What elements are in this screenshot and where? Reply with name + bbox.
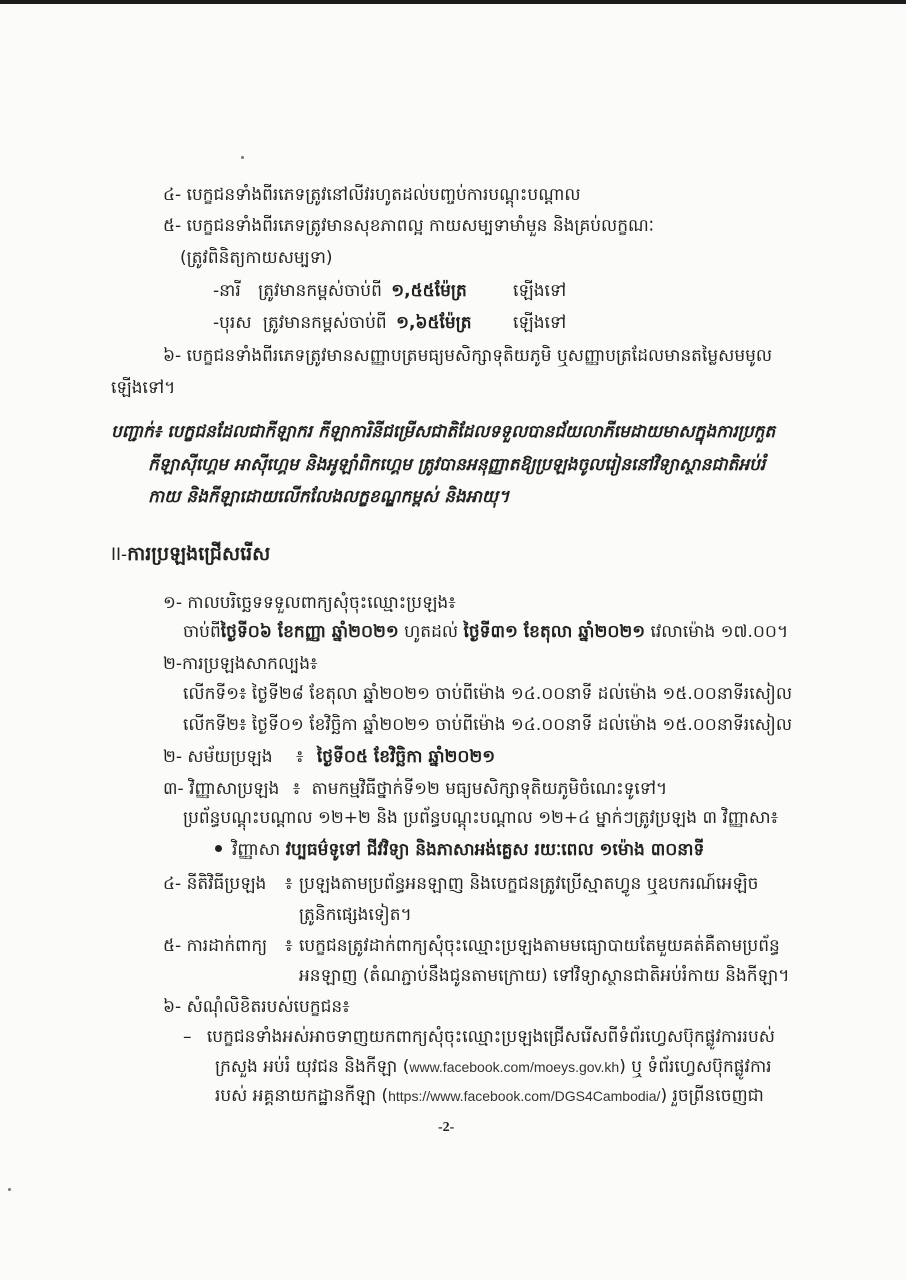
colon: ៖ (285, 874, 293, 894)
procedure-label: ៤- នីតិវិធីប្រឡង (163, 874, 267, 894)
page-number: -2- (438, 1120, 455, 1135)
requirement-6-cont: ឡើងទៅ។ (111, 378, 176, 398)
subject-prefix: វិញ្ញាសា (232, 840, 281, 860)
application-value: បេក្ខជនត្រូវដាក់ពាក្យសុំចុះឈ្មោះប្រឡងតាមមធ្យោបាយតែមួយគត់គឺតាមប្រព័ន្ធ (299, 936, 780, 956)
section-title: ការប្រឡងជ្រើសរើស (127, 543, 271, 565)
exam-session-row (163, 745, 495, 769)
documents-text-2: ក្រសួង អប់រំ យុវជន និងកីឡា ( (215, 1057, 410, 1077)
documents-text-1: បេក្ខជនទាំងអស់អាចទាញយកពាក្យសុំចុះឈ្មោះប្រឡងជ្រើសរើសពីទំព័រហ្វេសប៊ុកផ្លូវការរបស់ (206, 1027, 775, 1047)
note-line-3: កាយ និងកីឡាដោយលើកលែងលក្ខខណ្ឌកម្ពស់ និងអាយុ។ (148, 487, 510, 507)
male-label: -បុរស (213, 313, 252, 333)
section-heading (111, 542, 270, 567)
female-height: ១,៥៥ម៉ែត្រ (391, 281, 467, 301)
exam-session-label: ២- សម័យប្រឡង (163, 747, 273, 767)
male-up: ឡើងទៅ (513, 313, 567, 333)
scan-speck (241, 156, 244, 159)
item-2-label: ២-ការប្រឡងសាកល្បង៖ (163, 654, 318, 674)
exam-subjects-value: តាមកម្មវិធីថ្នាក់ទី១២ មធ្យមសិក្សាទុតិយភូមិចំណេះទូទៅ។ (311, 779, 668, 799)
scan-speck (8, 1188, 11, 1191)
exam-subjects-row (163, 777, 667, 801)
colon: ៖ (285, 936, 293, 956)
item-1-time: វេលាម៉ោង ១៧.០០។ (650, 622, 789, 642)
note-line-2: កីឡាស៊ីហ្គេម អាស៊ីហ្គេម និងអូឡាំពិកហ្គេម ត្រូវបានអនុញ្ញាតឱ្យប្រឡងចូលរៀននៅវិទ្យាស្ថានជាតិអប់រំ (148, 455, 766, 475)
documents-line-2 (215, 1055, 772, 1079)
male-requirement: ត្រូវមានកម្ពស់ចាប់ពី (262, 313, 387, 333)
item-1-until: ហូតដល់ (404, 622, 459, 642)
male-height: ១,៦៥ម៉ែត្រ (396, 313, 472, 333)
procedure-value: ប្រឡងតាមប្រព័ន្ធអនឡាញ និងបេក្ខជនត្រូវប្រើស្មាតហ្វូន ឬឧបករណ៍អេឡិច (299, 874, 759, 894)
female-requirement: ត្រូវមានកម្ពស់ចាប់ពី (258, 281, 382, 301)
male-height-row (213, 311, 567, 335)
procedure-value-cont: ត្រូនិកផ្សេងទៀត។ (299, 905, 412, 925)
colon: ៖ (295, 747, 304, 767)
documents-line-1 (183, 1025, 775, 1049)
documents-text-3b: ) រួចព្រីនចេញជា (660, 1086, 764, 1106)
requirement-5: ៥- បេក្ខជនទាំងពីរភេទត្រូវមានសុខភាពល្អ កាយសម្បទាមាំមួន និងគ្រប់លក្ខណៈ (163, 216, 654, 236)
dgs-facebook-link[interactable]: https://www.facebook.com/DGS4Cambodia/ (388, 1088, 661, 1104)
trial-exam-2: លើកទី២៖ ថ្ងៃទី០១ ខែវិច្ឆិកា ឆ្នាំ២០២១ ចាប់ពីម៉ោង ១៤.០០នាទី ដល់ម៉ោង ១៥.០០នាទីរសៀល (183, 715, 793, 735)
exam-subjects-label: ៣- វិញ្ញាសាប្រឡង (163, 779, 280, 799)
dash: – (183, 1027, 192, 1047)
trial-exam-1: លើកទី១៖ ថ្ងៃទី២៨ ខែតុលា ឆ្នាំ២០២១ ចាប់ពីម៉ោង ១៤.០០នាទី ដល់ម៉ោង ១៥.០០នាទីរសៀល (183, 684, 793, 704)
procedure-row (163, 872, 759, 896)
scan-top-edge (0, 0, 906, 4)
documents-text-3: របស់ អគ្គនាយកដ្ឋានកីឡា ( (215, 1086, 389, 1106)
exam-systems: ប្រព័ន្ធបណ្តុះបណ្តាល ១២+២ និង ប្រព័ន្ធបណ្តុះបណ្តាល ១២+៤ ម្នាក់ៗត្រូវប្រឡង ៣ វិញ្ញាសា៖ (183, 808, 779, 828)
application-row (163, 934, 780, 958)
requirement-5-note: (ត្រូវពិនិត្យកាយសម្បទា) (180, 248, 333, 268)
exam-session-date: ថ្ងៃទី០៥ ខែវិច្ឆិកា ឆ្នាំ២០២១ (316, 747, 496, 767)
note-line-1: បញ្ជាក់៖ បេក្ខជនដែលជាកីឡាករ កីឡាការិនីជម្រើសជាតិដែលទទួលបានជ័យលាភីមេដាយមាសក្នុងការប្រកួត (111, 422, 776, 442)
bullet-icon (215, 845, 222, 852)
moeys-facebook-link[interactable]: www.facebook.com/moeys.gov.kh (409, 1059, 620, 1075)
exam-subject-bullet (215, 838, 704, 862)
item-1-from: ចាប់ពី (183, 622, 221, 642)
item-1-start-date: ថ្ងៃទី០៦ ខែកញ្ញា ឆ្នាំ២០២១ (220, 622, 399, 642)
female-label: -នារី (213, 281, 241, 301)
female-up: ឡើងទៅ (513, 281, 567, 301)
documents-text-2b: ) ឬ ទំព័រហ្វេសប៊ុកផ្លូវការ (619, 1057, 772, 1077)
requirement-6: ៦- បេក្ខជនទាំងពីរភេទត្រូវមានសញ្ញាបត្រមធ្យមសិក្សាទុតិយភូមិ ឬសញ្ញាបត្រដែលមានតម្លៃសមមូល (163, 346, 773, 366)
application-value-cont: អនឡាញ (តំណភ្ជាប់នឹងជូនតាមក្រោយ) ទៅវិទ្យាស្ថានជាតិអប់រំកាយ និងកីឡា។ (299, 966, 790, 986)
requirement-4: ៤- បេក្ខជនទាំងពីរភេទត្រូវនៅលីវរហូតដល់បញ្ចប់ការបណ្តុះបណ្តាល (163, 185, 581, 205)
subject-list: វប្បធម៌ទូទៅ ជីវវិទ្យា និងភាសាអង់គ្លេស រយៈពេល ១ម៉ោង ៣០នាទី (285, 840, 705, 860)
colon: ៖ (292, 779, 301, 799)
item-1-dates (183, 620, 788, 644)
item-1-end-date: ថ្ងៃទី៣១ ខែតុលា ឆ្នាំ២០២១ (463, 622, 646, 642)
female-height-row (213, 279, 567, 303)
documents-label: ៦- សំណុំលិខិតរបស់បេក្ខជន៖ (163, 997, 350, 1017)
item-1-label: ១- កាលបរិច្ឆេទទទួលពាក្យសុំចុះឈ្មោះប្រឡង៖ (163, 593, 456, 613)
documents-line-3 (215, 1084, 764, 1108)
section-number: II- (111, 545, 128, 565)
application-label: ៥- ការដាក់ពាក្យ (163, 936, 268, 956)
